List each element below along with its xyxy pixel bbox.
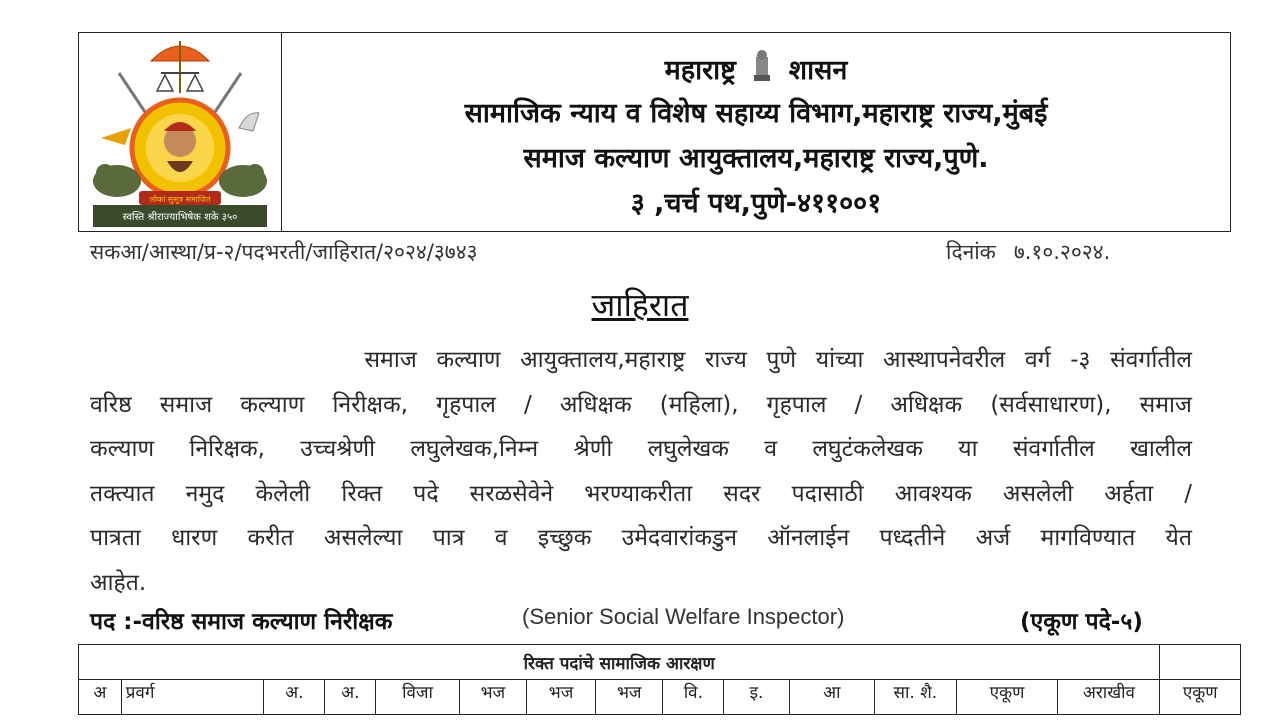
date bbox=[946, 238, 1110, 266]
column-header: एकूण bbox=[956, 680, 1058, 715]
column-header: एकूण bbox=[1160, 680, 1241, 715]
table-title: रिक्त पदांचे सामाजिक आरक्षण bbox=[79, 645, 1160, 680]
column-header: अ bbox=[79, 680, 122, 715]
logo-base-text: स्वस्ति श्रीराज्याभिषेक शके ३५० bbox=[122, 212, 238, 223]
header-line-3: समाज कल्याण आयुक्तालय,महाराष्ट्र राज्य,पुणे. bbox=[523, 143, 989, 174]
paragraph-line: वरिष्ठ समाज कल्याण निरीक्षक, गृहपाल / अधिक्षक (महिला), गृहपाल / अधिक्षक (सर्वसाधारण), समाज bbox=[90, 391, 1192, 418]
table-header-row bbox=[79, 680, 1241, 715]
advertisement-paragraph bbox=[90, 338, 1192, 605]
column-header: प्रवर्ग bbox=[121, 680, 264, 715]
post-english-title: (Senior Social Welfare Inspector) bbox=[522, 604, 845, 629]
letterhead bbox=[78, 32, 1231, 232]
reservation-table bbox=[78, 644, 1241, 715]
header-line-1-right: शासन bbox=[788, 55, 848, 86]
table-title-blank-cell bbox=[1160, 645, 1241, 680]
table-title-row bbox=[79, 645, 1241, 680]
advertisement-heading: जाहिरात bbox=[591, 286, 689, 324]
column-header: वि. bbox=[663, 680, 724, 715]
paragraph-line: तक्त्यात नमुद केलेली रिक्त पदे सरळसेवेने भरण्याकरीता सदर पदासाठी आवश्यक असलेली अर्हता / bbox=[90, 480, 1192, 507]
header-line-1-left: महाराष्ट्र bbox=[664, 55, 736, 86]
maharashtra-seal-logo bbox=[79, 33, 281, 231]
reference-number: सकआ/आस्था/प्र-२/पदभरती/जाहिरात/२०२४/३७४३ bbox=[90, 240, 478, 264]
post-total: (एकूण पदे-५) bbox=[1020, 609, 1143, 635]
column-header: भज bbox=[459, 680, 526, 715]
header-line-1 bbox=[282, 49, 1230, 87]
header-line-2: सामाजिक न्याय व विशेष सहाय्य विभाग,महाराष्ट्र राज्य,मुंबई bbox=[464, 98, 1048, 129]
column-header: भज bbox=[596, 680, 663, 715]
paragraph-line: आहेत. bbox=[90, 569, 147, 596]
logo-cell bbox=[79, 33, 282, 231]
header-text bbox=[282, 33, 1230, 231]
column-header: विजा bbox=[376, 680, 459, 715]
column-header: अ. bbox=[264, 680, 325, 715]
date-value: ७.१०.२०२४. bbox=[1013, 240, 1111, 264]
column-header: सा. शै. bbox=[875, 680, 956, 715]
post-title: पद :-वरिष्ठ समाज कल्याण निरीक्षक bbox=[90, 609, 393, 635]
column-header: भज bbox=[526, 680, 595, 715]
logo-band-text: लोकां सुसूत्र समाजितं bbox=[149, 195, 211, 204]
date-label: दिनांक bbox=[946, 240, 996, 264]
column-header: इ. bbox=[724, 680, 789, 715]
paragraph-line: पात्रता धारण करीत असलेल्या पात्र व इच्छुक उमेदवारांकडुन ऑनलाईन पध्दतीने अर्ज मागविण्यात येत bbox=[90, 525, 1192, 551]
header-line-4: ३ ,चर्च पथ,पुणे-४११००१ bbox=[630, 188, 882, 219]
paragraph-line: समाज कल्याण आयुक्तालय,महाराष्ट्र राज्य पुणे यांच्या आस्थापनेवरील वर्ग -३ संवर्गातील bbox=[90, 347, 1192, 373]
column-header: अराखीव bbox=[1058, 680, 1160, 715]
column-header: आ bbox=[789, 680, 875, 715]
column-header: अ. bbox=[325, 680, 376, 715]
paragraph-line: कल्याण निरिक्षक, उच्चश्रेणी लघुलेखक,निम्न श्रेणी लघुलेखक व लघुटंकलेखक या संवर्गातील खालील bbox=[90, 436, 1192, 462]
ashoka-emblem-icon bbox=[751, 49, 773, 83]
